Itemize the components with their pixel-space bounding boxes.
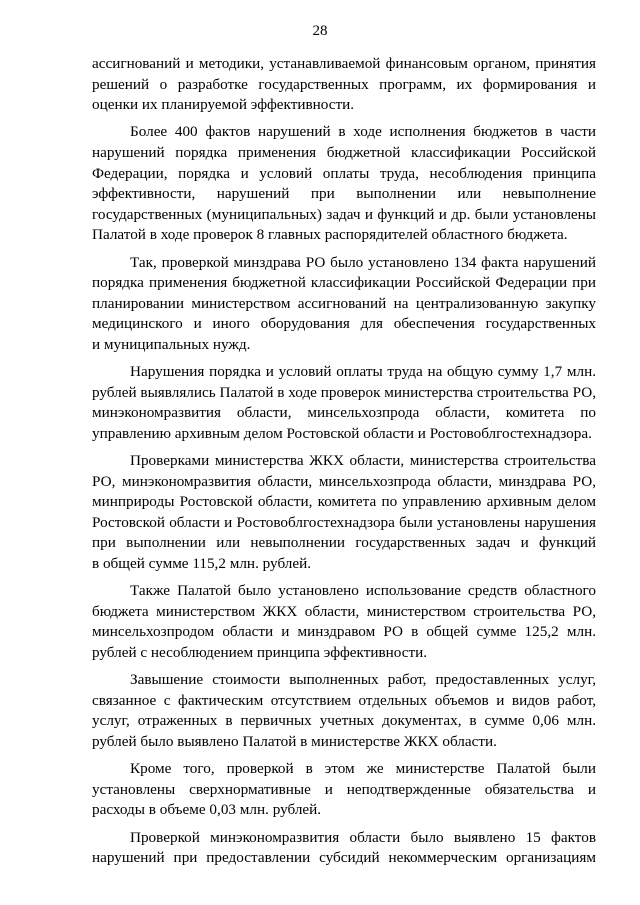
text-line: рублей выявлялись Палатой в ходе проверок министерства строительства РО, (92, 383, 596, 401)
text-line: бюджета министерством ЖКХ области, министерством строительства РО, (92, 602, 596, 620)
text-line: Кроме того, проверкой в этом же министерстве Палатой были (130, 760, 596, 778)
text-line: в общей сумме 115,2 млн. рублей. (92, 555, 312, 573)
document-body (92, 54, 596, 875)
text-line: Более 400 фактов нарушений в ходе исполнения бюджетов в части (130, 123, 596, 141)
text-line: Палатой в ходе проверок 8 главных распорядителей областного бюджета. (92, 226, 568, 244)
text-line: и муниципальных нужд. (92, 335, 251, 353)
paragraph (92, 670, 596, 752)
text-line: Также Палатой было установлено использование средств областного (130, 582, 596, 600)
text-line: Так, проверкой минздрава РО было установлено 134 факта нарушений (130, 253, 596, 271)
text-line: услуг, отраженных в первичных учетных документах, в сумме 0,06 млн. (92, 712, 596, 730)
text-line: при выполнении или невыполнении государственных задач и функций (92, 534, 596, 552)
text-line: Федерации, порядка и условий оплаты труда, несоблюдения принципа (92, 164, 596, 182)
text-line: расходы в объеме 0,03 млн. рублей. (92, 801, 322, 819)
text-line: минприроды Ростовской области, комитета по управлению архивным делом (92, 493, 596, 511)
text-line: РО, минэкономразвития области, минсельхозпрода области, минздрава РО, (92, 472, 596, 490)
text-line: Проверкой минэкономразвития области было выявлено 15 фактов (130, 828, 596, 846)
text-line: Проверками министерства ЖКХ области, министерства строительства (130, 452, 596, 470)
text-line: минэкономразвития области, минсельхозпрода области, комитета по (92, 404, 596, 422)
paragraph (92, 54, 596, 116)
page-number: 28 (312, 23, 328, 39)
text-line: Ростовской области и Ростовоблгостехнадзора были установлены нарушения (92, 513, 596, 531)
paragraph (92, 828, 596, 869)
text-line: нарушений при предоставлении субсидий некоммерческим организациям (92, 849, 596, 867)
text-line: минсельхозпродом области и минздравом РО в общей сумме 125,2 млн. (92, 623, 596, 641)
text-line: управлению архивным делом Ростовской области и Ростовоблгостехнадзора. (92, 424, 592, 442)
text-line: ассигнований и методики, устанавливаемой финансовым органом, принятия (92, 55, 596, 72)
paragraph (92, 362, 596, 444)
text-line: Нарушения порядка и условий оплаты труда на общую сумму 1,7 млн. (130, 363, 596, 381)
text-line: рублей было выявлено Палатой в министерстве ЖКХ области. (92, 732, 497, 750)
text-line: установлены сверхнормативные и неподтвержденные обязательства и (92, 780, 596, 798)
text-line: связанное с фактическим отсутствием отдельных объемов и видов работ, (92, 691, 596, 709)
text-line: планировании министерством ассигнований на централизованную закупку (92, 294, 596, 312)
paragraph (92, 581, 596, 663)
text-line: решений о разработке государственных программ, их формирования и (92, 75, 596, 93)
text-line: эффективности, нарушений при выполнении или невыполнение (92, 185, 596, 203)
paragraph (92, 451, 596, 575)
paragraph (92, 253, 596, 356)
text-line: Завышение стоимости выполненных работ, предоставленных услуг, (130, 671, 596, 689)
text-line: оценки их планируемой эффективности. (92, 96, 355, 114)
paragraph (92, 122, 596, 246)
text-line: нарушений порядка применения бюджетной классификации Российской (92, 143, 596, 161)
text-line: порядка применения бюджетной классификации Российской Федерации при (92, 274, 596, 292)
text-line: рублей с несоблюдением принципа эффективности. (92, 644, 428, 661)
text-line: государственных (муниципальных) задач и функций и др. были установлены (92, 205, 596, 223)
paragraph (92, 759, 596, 821)
text-line: медицинского и иного оборудования для обеспечения государственных (92, 315, 596, 333)
